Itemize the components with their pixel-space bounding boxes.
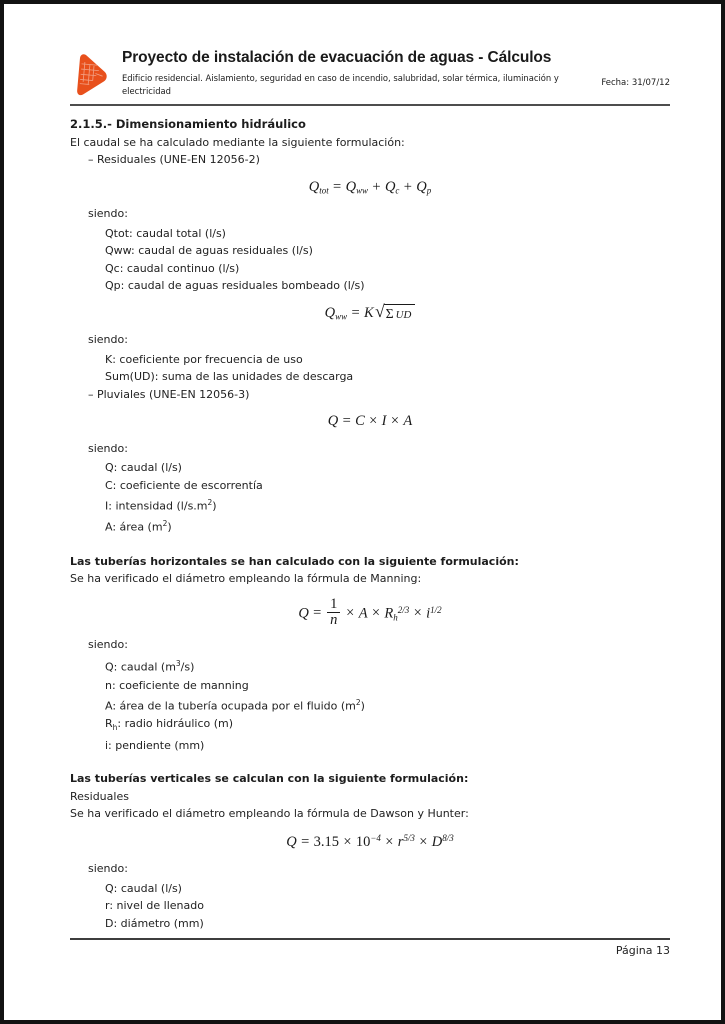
definition-item: i: pendiente (mm)	[105, 738, 205, 752]
verticales-residuales-label: Residuales	[70, 789, 129, 803]
definition-item: Q: caudal $(m^3/s)$	[105, 659, 195, 675]
definition-item: A: área de la tubería ocupada por el fluido $(m^2)$	[105, 698, 365, 713]
date-label: Fecha: 31/07/12	[601, 78, 670, 88]
page-number: Página 13	[615, 944, 670, 957]
definition-item: $R_h$: radio hidráulico (m)	[105, 717, 234, 733]
section-heading: 2.1.5.- Dimensionamiento hidráulico	[70, 117, 306, 131]
definition-item: D: diámetro (mm)	[105, 916, 204, 930]
formula-manning: Q = $\frac{1}{n}$ × $A \times Rh^{2/3} \times i^{1/2}$	[298, 595, 442, 628]
definition-item: Q: caudal (l/s)	[105, 881, 182, 895]
formula-qww: Qww = K √ Σ UD	[70, 304, 670, 324]
formula-caudal-total: Qtot = Qww + Qc + Qp	[308, 178, 432, 196]
definition-item: Qtot: caudal total (l/s)	[105, 226, 226, 240]
definition-item: Q: caudal (l/s)	[105, 461, 182, 475]
document-subtitle: Edificio residencial. Aislamiento, seguridad en caso de incendio, salubridad, solar térmica, iluminación y electricidad	[122, 73, 559, 96]
verticales-heading: Las tuberías verticales se calculan con la siguiente formulación:	[70, 772, 469, 786]
definition-item: Sum(UD): suma de las unidades de descarga	[105, 370, 354, 384]
header-text-block	[122, 48, 590, 98]
definition-list-residuales	[70, 225, 670, 295]
siendo-label: siendo:	[88, 441, 128, 455]
company-logo-icon	[70, 52, 108, 98]
siendo-label: siendo:	[88, 862, 128, 876]
horizontales-heading: Las tuberías horizontales se han calculado con la siguiente formulación:	[70, 554, 519, 568]
definition-item: n: coeficiente de manning	[105, 678, 249, 692]
definition-list-dawson	[70, 880, 670, 933]
document-header	[70, 48, 670, 98]
formula-pluviales: Q = C × I × A	[327, 413, 413, 430]
siendo-label: siendo:	[88, 637, 128, 651]
definition-list-pluviales	[70, 459, 670, 536]
section-intro: El caudal se ha calculado mediante la siguiente formulación:	[70, 135, 405, 149]
header-divider	[70, 104, 670, 106]
pluviales-item-label: – Pluviales (UNE-EN 12056-3)	[88, 387, 250, 401]
definition-item: r: nivel de llenado	[105, 899, 204, 913]
definition-item: C: coeficiente de escorrentía	[105, 478, 263, 492]
definition-list-qww	[70, 351, 670, 386]
definition-item: Qc: caudal continuo (l/s)	[105, 261, 240, 275]
formula-dawson-hunter: $Q = 3.15 \times 10^{-4} \times r^{5/3} \times D^{8/3}$	[286, 832, 454, 850]
siendo-label: siendo:	[88, 207, 128, 221]
document-body	[70, 116, 670, 932]
document-title: Proyecto de instalación de evacuación de aguas - Cálculos	[122, 49, 552, 66]
definition-list-manning	[70, 655, 670, 754]
definition-item: I: intensidad $(l/s.m^2)$	[105, 498, 217, 513]
definition-item: K: coeficiente por frecuencia de uso	[105, 352, 303, 366]
dawson-intro: Se ha verificado el diámetro empleando la fórmula de Dawson y Hunter:	[70, 807, 469, 821]
definition-item: Qww: caudal de aguas residuales (l/s)	[105, 244, 313, 258]
definition-item: Qp: caudal de aguas residuales bombeado (l/s)	[105, 279, 365, 293]
footer-divider	[70, 938, 670, 940]
siendo-label: siendo:	[88, 333, 128, 347]
residuales-item-label: – Residuales (UNE-EN 12056-2)	[88, 153, 260, 166]
manning-intro: Se ha verificado el diámetro empleando la fórmula de Manning:	[70, 572, 422, 585]
definition-item: A: área $(m^2)$	[105, 519, 172, 534]
